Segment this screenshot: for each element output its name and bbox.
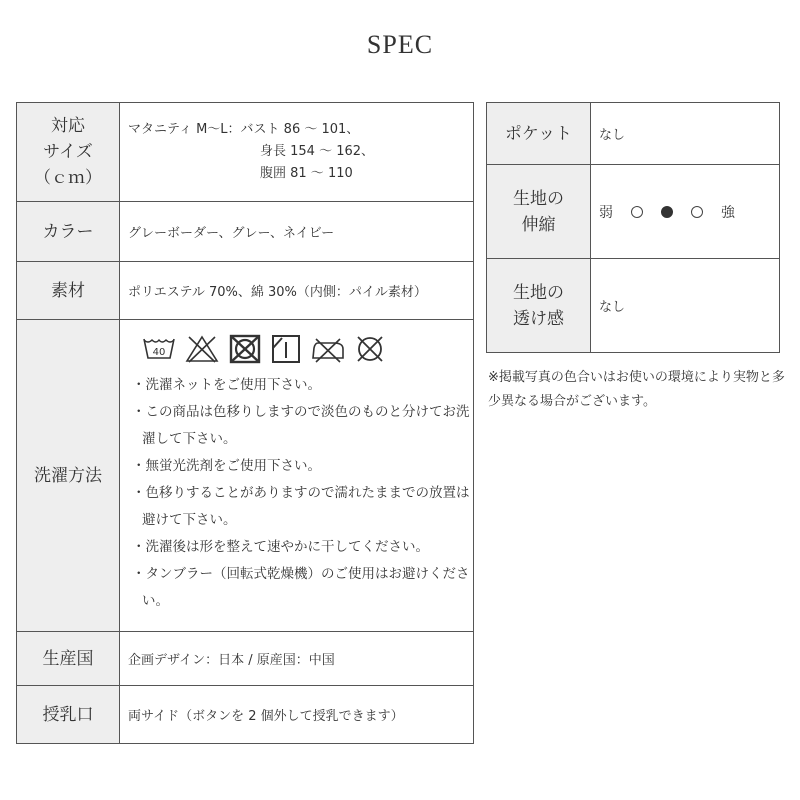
spec-row-size bbox=[17, 103, 474, 202]
washing-note-3: ・ 無蛍光洗剤をご使用下さい。 bbox=[128, 453, 473, 480]
line-dry-icon bbox=[270, 334, 302, 364]
sheer-value: なし bbox=[591, 259, 780, 353]
washing-note-6: ・ タンブラー（回転式乾燥機）のご使用はお避けください。 bbox=[128, 561, 473, 615]
washing-value bbox=[120, 320, 474, 632]
stretch-weak-label: 弱 bbox=[599, 204, 613, 221]
size-label-text: 対応 サイズ （ｃｍ） bbox=[34, 116, 102, 188]
stretch-level-2 bbox=[661, 206, 673, 218]
size-line-1: マタニティ M〜L：バスト 86 〜 101、 bbox=[128, 122, 360, 137]
stretch-label bbox=[487, 165, 591, 259]
fabric-row-stretch bbox=[487, 165, 780, 259]
nursing-value: 両サイド（ボタンを 2 個外して授乳できます） bbox=[120, 686, 474, 744]
spec-row-washing bbox=[17, 320, 474, 632]
size-line-3: 腹囲 81 〜 110 bbox=[260, 166, 353, 181]
wash-temp-label: 40 bbox=[152, 347, 166, 358]
origin-value: 企画デザイン：日本 / 原産国：中国 bbox=[120, 632, 474, 686]
washing-note-5: ・ 洗濯後は形を整えて速やかに干してください。 bbox=[128, 534, 473, 561]
size-value bbox=[120, 103, 474, 202]
no-bleach-icon bbox=[184, 334, 220, 364]
pocket-label: ポケット bbox=[487, 103, 591, 165]
fabric-table bbox=[486, 102, 780, 353]
stretch-label-text: 生地の 伸縮 bbox=[513, 188, 564, 235]
no-iron-icon bbox=[310, 334, 346, 364]
fabric-row-pocket bbox=[487, 103, 780, 165]
spec-row-nursing bbox=[17, 686, 474, 744]
washing-notes bbox=[128, 372, 473, 615]
stretch-value bbox=[591, 165, 780, 259]
size-label bbox=[17, 103, 120, 202]
spec-table bbox=[16, 102, 474, 744]
sheer-label bbox=[487, 259, 591, 353]
spec-row-color bbox=[17, 202, 474, 262]
pocket-value: なし bbox=[591, 103, 780, 165]
material-label: 素材 bbox=[17, 262, 120, 320]
washing-note-2: ・ この商品は色移りしますので淡色のものと分けてお洗濯して下さい。 bbox=[128, 399, 473, 453]
material-value: ポリエステル 70%、綿 30%（内側：パイル素材） bbox=[120, 262, 474, 320]
washing-note-4: ・ 色移りすることがありますので濡れたままでの放置は避けて下さい。 bbox=[128, 480, 473, 534]
nursing-label: 授乳口 bbox=[17, 686, 120, 744]
washing-label: 洗濯方法 bbox=[17, 320, 120, 632]
washing-note-1: ・ 洗濯ネットをご使用下さい。 bbox=[128, 372, 473, 399]
stretch-strong-label: 強 bbox=[721, 204, 735, 221]
wash-40-icon bbox=[142, 334, 176, 364]
color-disclaimer: ※掲載写真の色合いはお使いの環境により実物と多少異なる場合がございます。 bbox=[488, 370, 785, 409]
page-title: SPEC bbox=[366, 30, 434, 59]
sheer-label-text: 生地の 透け感 bbox=[513, 282, 564, 329]
origin-label: 生産国 bbox=[17, 632, 120, 686]
stretch-scale bbox=[599, 202, 779, 222]
color-value: グレーボーダー、グレー、ネイビー bbox=[120, 202, 474, 262]
stretch-level-1 bbox=[631, 206, 643, 218]
size-line-2: 身長 154 〜 162、 bbox=[260, 144, 375, 159]
spec-row-origin bbox=[17, 632, 474, 686]
no-tumble-dry-icon bbox=[228, 334, 262, 364]
care-icons bbox=[128, 334, 473, 364]
stretch-level-3 bbox=[691, 206, 703, 218]
color-label: カラー bbox=[17, 202, 120, 262]
spec-row-material bbox=[17, 262, 474, 320]
no-dry-clean-icon bbox=[354, 334, 386, 364]
fabric-row-sheer bbox=[487, 259, 780, 353]
